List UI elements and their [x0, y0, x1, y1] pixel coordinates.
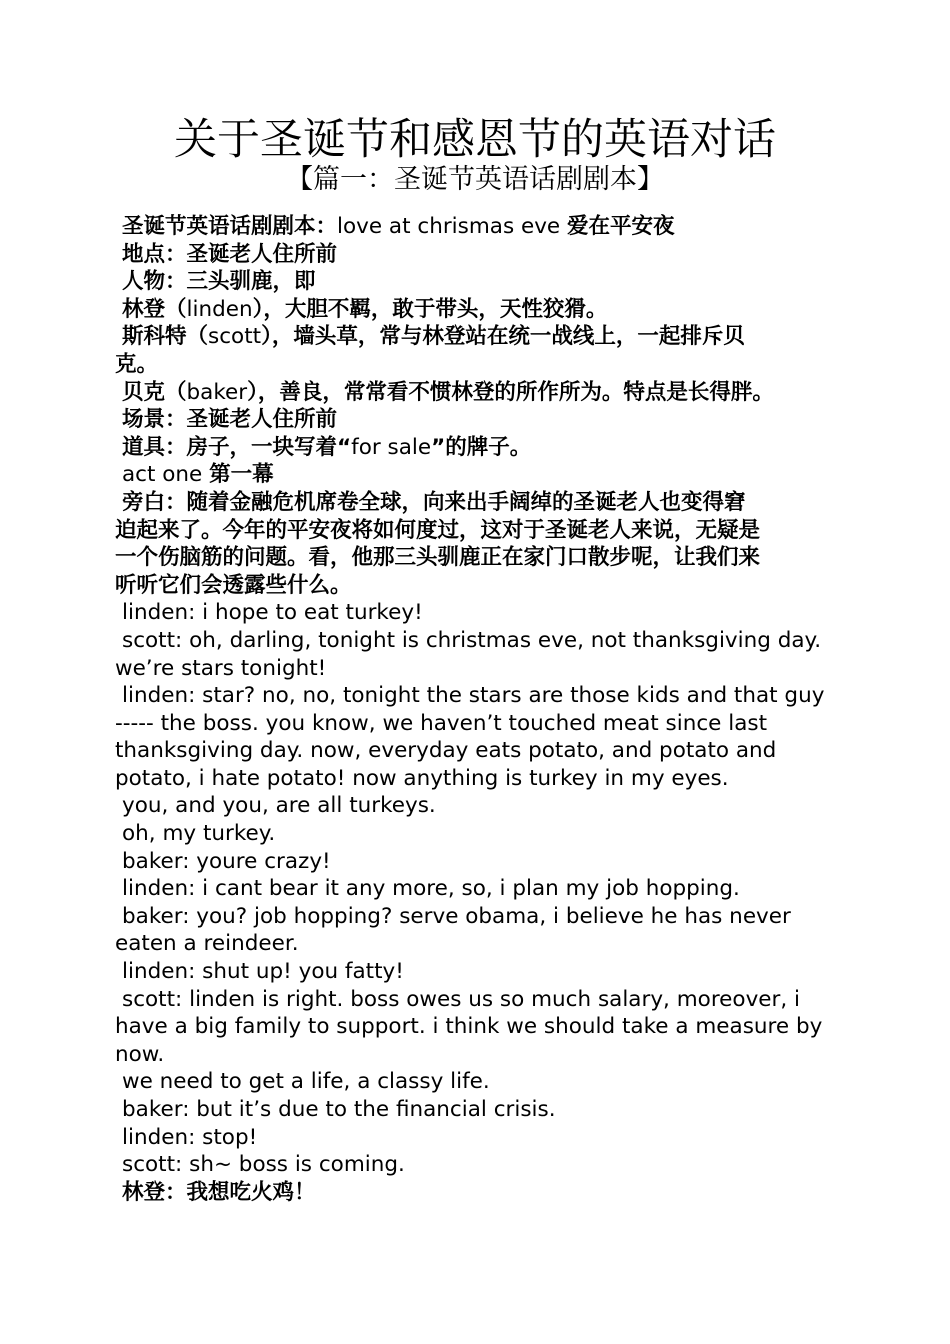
text-line: linden: star? no, no, tonight the stars are those kids and that guy	[122, 683, 825, 709]
text-run: act one	[122, 462, 203, 488]
text-line	[115, 213, 845, 241]
text-line	[115, 296, 845, 324]
text-line: baker: but it’s due to the financial crisis.	[122, 1097, 556, 1122]
text-line: have a big family to support. i think we should take a measure by	[115, 1014, 823, 1040]
text-line: we need to get a life, a classy life.	[122, 1069, 490, 1095]
text-line: 人物：三头驯鹿，即	[122, 269, 316, 295]
text-line: we’re stars tonight!	[115, 655, 327, 681]
text-line: scott: linden is right. boss owes us so much salary, moreover, i	[122, 986, 800, 1012]
text-run: 贝克（	[122, 379, 187, 405]
text-run: 道具：房子，一块写着“	[122, 434, 352, 460]
text-line: linden: i hope to eat turkey!	[122, 600, 423, 626]
text-run: 斯科特（	[122, 324, 209, 350]
text-line: baker: you? job hopping? serve obama, i believe he has never	[122, 903, 791, 929]
text-run: baker	[186, 379, 248, 405]
text-line: thanksgiving day. now, everyday eats potato, and potato and	[115, 738, 777, 764]
text-run: scott	[208, 324, 262, 350]
text-run: ），善良，常常看不惯林登的所作所为。特点是长得胖。	[247, 379, 774, 405]
text-run: ），大胆不羁，敢于带头，天性狡猾。	[252, 296, 608, 322]
text-line: 迫起来了。今年的平安夜将如何度过，这对于圣诞老人来说，无疑是	[115, 517, 761, 543]
text-run: love at chrismas eve	[337, 214, 561, 239]
text-line	[115, 379, 845, 407]
text-line: potato, i hate potato! now anything is turkey in my eyes.	[115, 765, 729, 791]
text-line: 场景：圣诞老人住所前	[122, 407, 338, 433]
text-line: 林登：我想吃火鸡！	[122, 1179, 316, 1205]
text-line: linden: stop!	[122, 1124, 258, 1150]
text-run: 圣诞节英语话剧剧本：	[122, 214, 338, 239]
document-body	[115, 213, 845, 1206]
text-line: now.	[115, 1041, 165, 1067]
text-line	[115, 461, 845, 489]
text-run: 第一幕	[209, 462, 274, 488]
text-run: ”的牌子。	[431, 434, 532, 460]
text-run: 爱在平安夜	[567, 214, 675, 239]
text-line: ----- the boss. you know, we haven’t touched meat since last	[115, 710, 768, 736]
text-line: 旁白：随着金融危机席卷全球，向来出手阔绰的圣诞老人也变得窘	[122, 489, 746, 515]
text-line: scott: sh~ boss is coming.	[122, 1152, 405, 1178]
text-line: oh, my turkey.	[122, 821, 276, 847]
text-run: 林登（	[122, 296, 187, 322]
text-line: 听听它们会透露些什么。	[115, 572, 352, 598]
document-title: 关于圣诞节和感恩节的英语对话	[174, 115, 776, 165]
text-line: you, and you, are all turkeys.	[122, 793, 436, 819]
text-line: eaten a reindeer.	[115, 931, 299, 957]
document-subtitle: 【篇一：圣诞节英语话剧剧本】	[286, 164, 664, 195]
text-line: 克。	[115, 351, 159, 377]
text-line: scott: oh, darling, tonight is christmas eve, not thanksgiving day.	[122, 627, 822, 653]
text-line: baker: youre crazy!	[122, 848, 331, 874]
text-line: linden: shut up! you fatty!	[122, 959, 404, 985]
text-run: linden	[186, 296, 253, 322]
text-run: for sale	[351, 434, 432, 460]
text-line: 地点：圣诞老人住所前	[122, 241, 338, 267]
text-line	[115, 323, 845, 351]
text-line: 一个伤脑筋的问题。看，他那三头驯鹿正在家门口散步呢，让我们来	[115, 545, 761, 571]
text-run: ），墙头草，常与林登站在统一战线上，一起排斥贝	[261, 324, 745, 350]
text-line: linden: i cant bear it any more, so, i plan my job hopping.	[122, 876, 740, 902]
text-line	[115, 434, 845, 462]
